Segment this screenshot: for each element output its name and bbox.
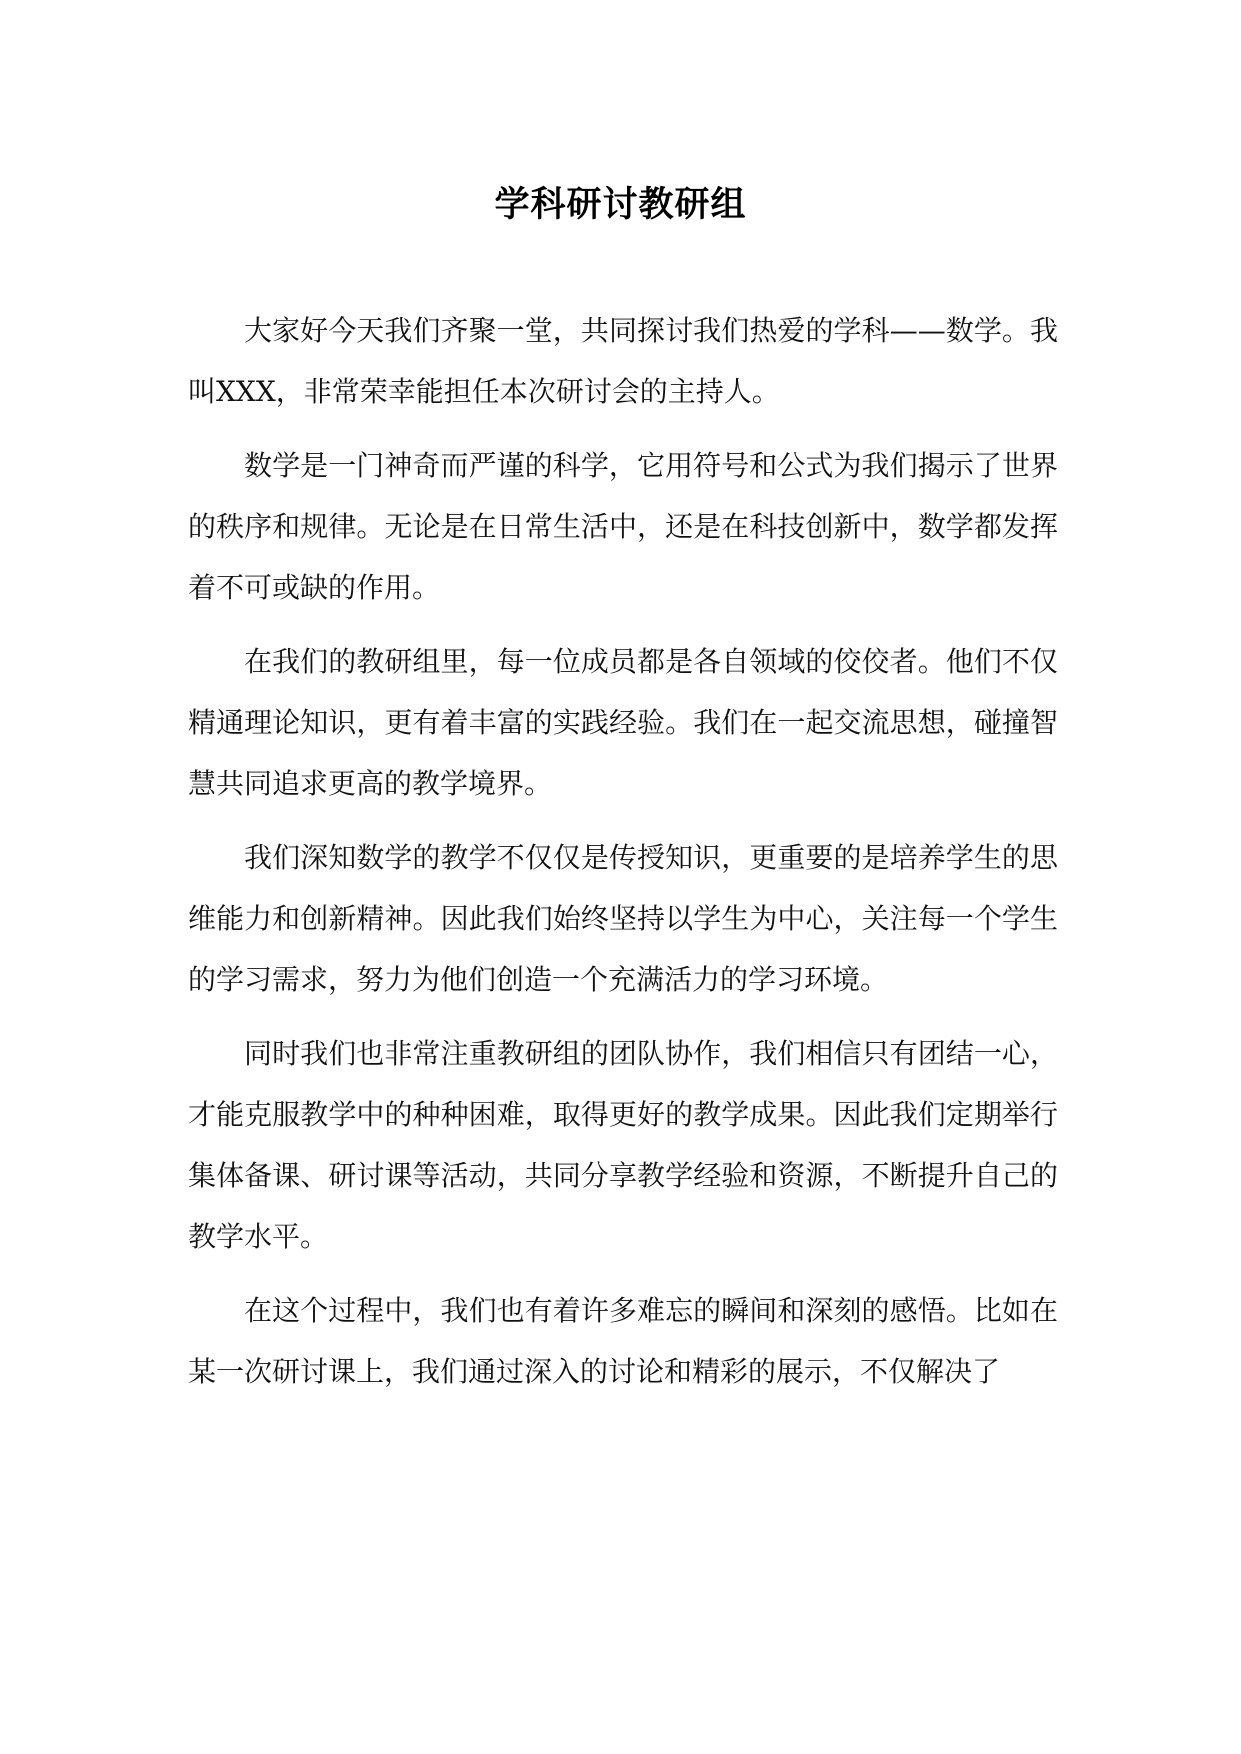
document-title: 学科研讨教研组 [494, 184, 747, 225]
document-body [188, 300, 1058, 1415]
paragraph-3: 在我们的教研组里，每一位成员都是各自领域的佼佼者。他们不仅精通理论知识，更有着丰富的实践经验。我们在一起交流思想，碰撞智慧共同追求更高的教学境界。 [188, 645, 1058, 800]
paragraph-4: 我们深知数学的教学不仅仅是传授知识，更重要的是培养学生的思维能力和创新精神。因此我们始终坚持以学生为中心，关注每一个学生的学习需求，努力为他们创造一个充满活力的学习环境。 [188, 841, 1058, 996]
paragraph-6: 在这个过程中，我们也有着许多难忘的瞬间和深刻的感悟。比如在某一次研讨课上，我们通过深入的讨论和精彩的展示，不仅解决了 [188, 1294, 1058, 1388]
paragraph-1: 大家好今天我们齐聚一堂，共同探讨我们热爱的学科——数学。我叫XXX，非常荣幸能担任本次研讨会的主持人。 [188, 314, 1058, 408]
paragraph-5: 同时我们也非常注重教研组的团队协作，我们相信只有团结一心，才能克服教学中的种种困难，取得更好的教学成果。因此我们定期举行集体备课、研讨课等活动，共同分享教学经验和资源，不断提升自己的教学水平。 [188, 1037, 1058, 1253]
paragraph-2: 数学是一门神奇而严谨的科学，它用符号和公式为我们揭示了世界的秩序和规律。无论是在日常生活中，还是在科技创新中，数学都发挥着不可或缺的作用。 [188, 449, 1058, 604]
